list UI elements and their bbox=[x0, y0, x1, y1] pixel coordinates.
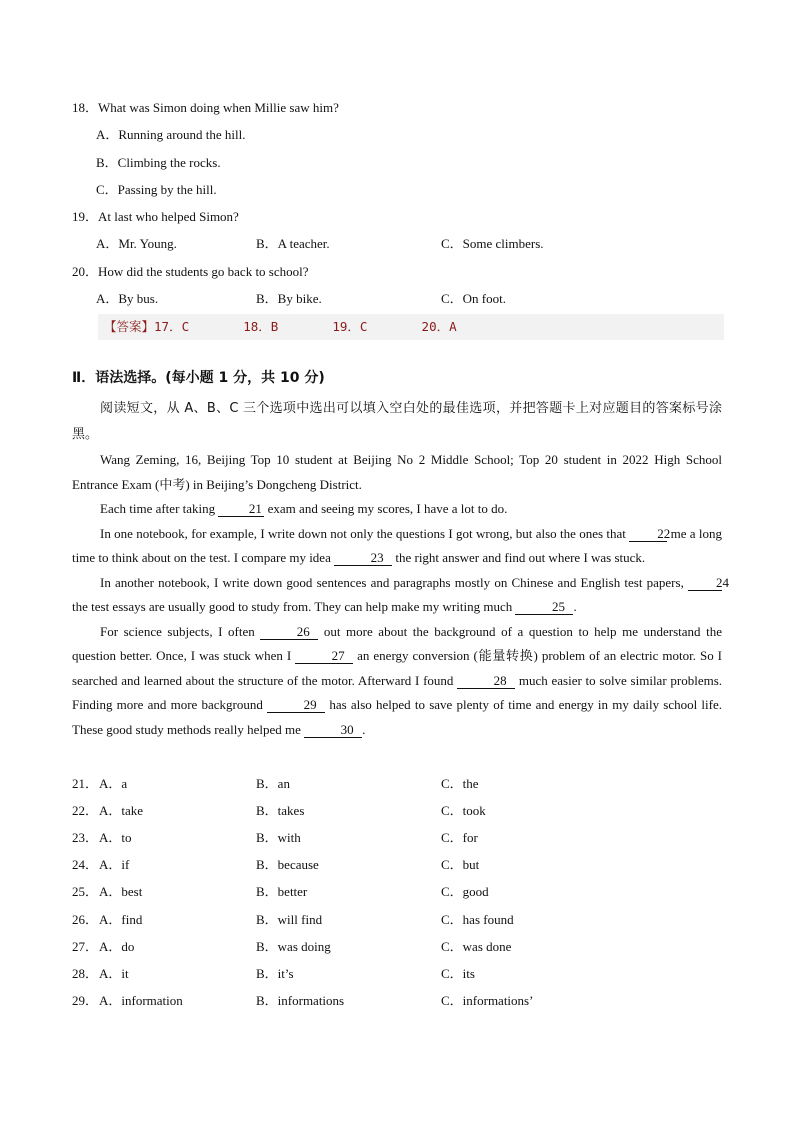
option-19b: B．A teacher. bbox=[256, 236, 330, 251]
choice-number: 28． bbox=[72, 965, 99, 981]
option-18c: C．Passing by the hill. bbox=[96, 182, 217, 197]
passage-paragraph-3: In one notebook, for example, I write down not only the questions I got wrong, but also the ones that 22 me a long time to think about on the test. I compare my idea 23 the right answer and find out where I was stuck. bbox=[72, 525, 723, 565]
blank-25: 25 bbox=[515, 599, 573, 615]
choice-option-a: A．do bbox=[99, 938, 135, 954]
answer-box bbox=[98, 314, 724, 340]
option-20c: C．On foot. bbox=[441, 291, 507, 306]
choice-option-b: B．an bbox=[256, 776, 290, 791]
section-title: Ⅱ．语法选择。(每小题 1 分，共 10 分) bbox=[72, 370, 325, 386]
question-18 bbox=[72, 97, 339, 116]
choice-option-b: B．informations bbox=[256, 992, 345, 1008]
blank-21: 21 bbox=[218, 501, 264, 517]
blank-26: 26 bbox=[260, 624, 318, 640]
blank-27: 27 bbox=[295, 648, 353, 664]
passage bbox=[72, 396, 730, 742]
choice-number: 26． bbox=[72, 911, 99, 927]
passage-paragraph-4: In another notebook, I write down good sentences and paragraphs mostly on Chinese and English test papers, 24 the test essays are usually good to study from. They can help make my writing much 25 . bbox=[72, 574, 730, 614]
question-number: 18． bbox=[72, 100, 99, 115]
choice-option-c: C．good bbox=[441, 884, 489, 900]
choice-number: 25． bbox=[72, 884, 99, 900]
choice-number: 24． bbox=[72, 857, 99, 873]
option-18b: B．Climbing the rocks. bbox=[96, 155, 221, 170]
blank-22: 22 bbox=[629, 526, 667, 542]
choice-option-b: B．takes bbox=[256, 803, 305, 819]
blank-29: 29 bbox=[267, 697, 325, 713]
choice-option-a: A．information bbox=[99, 992, 183, 1008]
choice-option-c: C．the bbox=[441, 776, 479, 791]
choice-option-a: A．find bbox=[99, 911, 143, 927]
option-19c: C．Some climbers. bbox=[441, 236, 544, 251]
option-19a: A．Mr. Young. bbox=[96, 236, 177, 251]
choice-option-b: B．better bbox=[256, 884, 308, 900]
choice-option-c: C．has found bbox=[441, 911, 514, 927]
choice-option-c: C．informations’ bbox=[441, 992, 534, 1008]
question-text: How did the students go back to school? bbox=[98, 264, 309, 279]
choice-option-c: C．but bbox=[441, 857, 480, 873]
choice-option-c: C．took bbox=[441, 803, 486, 819]
choice-option-a: A．it bbox=[99, 965, 129, 981]
passage-paragraph-1: Wang Zeming, 16, Beijing Top 10 student at Beijing No 2 Middle School; Top 20 student in 2022 High School Entrance Exam (中考) in Beijing’s Dongcheng District. bbox=[72, 452, 722, 492]
choice-number: 23． bbox=[72, 830, 99, 846]
option-20a: A．By bus. bbox=[96, 291, 159, 306]
choice-option-b: B．it’s bbox=[256, 965, 294, 981]
answer-items: 17．C 18．B 19．C 20．A bbox=[154, 319, 457, 334]
choice-option-a: A．to bbox=[99, 830, 132, 846]
choice-number: 22． bbox=[72, 803, 99, 819]
blank-23: 23 bbox=[334, 550, 392, 566]
answer-text bbox=[104, 317, 457, 335]
option-20b: B．By bike. bbox=[256, 291, 322, 306]
option-18a: A．Running around the hill. bbox=[96, 127, 246, 142]
question-text: At last who helped Simon? bbox=[98, 209, 239, 224]
question-number: 20． bbox=[72, 264, 99, 279]
question-text: What was Simon doing when Millie saw him? bbox=[98, 100, 339, 115]
choice-option-c: C．its bbox=[441, 965, 475, 981]
question-number: 19． bbox=[72, 209, 99, 224]
choice-option-b: B．will find bbox=[256, 911, 323, 927]
choice-option-a: A．best bbox=[99, 884, 143, 900]
choice-option-a: A．if bbox=[99, 857, 130, 873]
passage-paragraph-5: For science subjects, I often 26 out more about the background of a question to help me understand the question better. Once, I was stuck when I 27 an energy conversion (能量转换) problem of an electric motor. So I searched and learned about the structure of the motor. Afterward I found 28 much easier to solve similar problems. Finding more and more background 29 has also helped to save plenty of time and energy in my daily school life. These good study methods really helped me 30 . bbox=[72, 623, 723, 737]
blank-24: 24 bbox=[688, 575, 722, 591]
passage-paragraph-2: Each time after taking 21 exam and seeing my scores, I have a lot to do. bbox=[100, 501, 508, 516]
choice-option-a: A．a bbox=[99, 776, 128, 791]
choice-number: 29． bbox=[72, 992, 99, 1008]
instructions: 阅读短文，从 A、B、C 三个选项中选出可以填入空白处的最佳选项，并把答题卡上对应题目的答案标号涂黑。 bbox=[72, 401, 722, 442]
choice-number: 21． bbox=[72, 776, 99, 791]
question-20 bbox=[72, 261, 309, 280]
choice-option-c: C．was done bbox=[441, 938, 512, 954]
blank-30: 30 bbox=[304, 722, 362, 738]
choice-option-c: C．for bbox=[441, 830, 478, 846]
choice-option-a: A．take bbox=[99, 803, 144, 819]
answer-label: 【答案】 bbox=[104, 319, 155, 334]
choice-option-b: B．with bbox=[256, 830, 301, 846]
choice-option-b: B．because bbox=[256, 857, 319, 873]
choice-option-b: B．was doing bbox=[256, 938, 331, 954]
blank-28: 28 bbox=[457, 673, 515, 689]
choice-number: 27． bbox=[72, 938, 99, 954]
question-19 bbox=[72, 206, 239, 225]
